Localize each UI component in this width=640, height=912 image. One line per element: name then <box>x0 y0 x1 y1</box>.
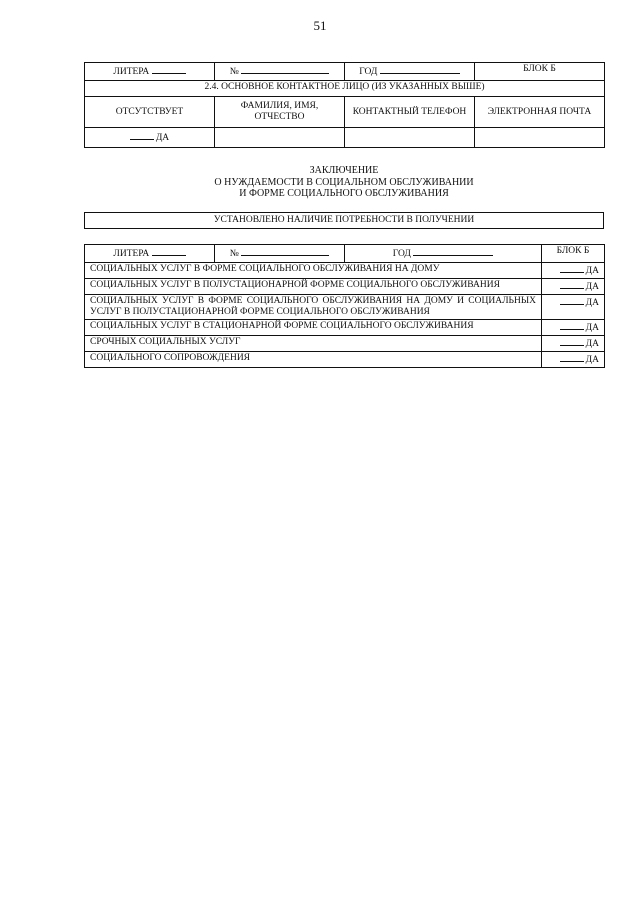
contact-person-table <box>84 62 605 148</box>
year-blank <box>380 64 460 74</box>
year-cell-2[interactable] <box>345 245 542 263</box>
form-header-row <box>85 63 605 81</box>
absent-checkbox[interactable] <box>85 128 215 148</box>
service-checkbox[interactable] <box>542 279 605 295</box>
service-yes-label: ДА <box>585 266 599 276</box>
year-blank-2 <box>413 246 493 256</box>
service-label: СОЦИАЛЬНЫХ УСЛУГ В ФОРМЕ СОЦИАЛЬНОГО ОБСЛУЖИВАНИЯ НА ДОМУ И СОЦИАЛЬНЫХ УСЛУГ В ПОЛУСТАЦИОНАРНОЙ ФОРМЕ СОЦИАЛЬНОГО ОБСЛУЖИВАНИЯ <box>85 295 542 320</box>
year-label: ГОД <box>359 67 378 77</box>
service-row <box>85 263 605 279</box>
service-row <box>85 336 605 352</box>
service-row <box>85 320 605 336</box>
litera-cell[interactable] <box>85 63 215 81</box>
service-label: СОЦИАЛЬНЫХ УСЛУГ В СТАЦИОНАРНОЙ ФОРМЕ СОЦИАЛЬНОГО ОБСЛУЖИВАНИЯ <box>85 320 542 336</box>
service-checkbox[interactable] <box>542 295 605 320</box>
service-label: СОЦИАЛЬНОГО СОПРОВОЖДЕНИЯ <box>85 352 542 368</box>
services-header-row <box>85 245 605 263</box>
block-cell-2: БЛОК Б <box>542 245 605 263</box>
service-checkbox[interactable] <box>542 336 605 352</box>
service-label: СОЦИАЛЬНЫХ УСЛУГ В ФОРМЕ СОЦИАЛЬНОГО ОБСЛУЖИВАНИЯ НА ДОМУ <box>85 263 542 279</box>
litera-label: ЛИТЕРА <box>113 67 150 77</box>
full-name-field[interactable] <box>215 128 345 148</box>
contact-section-title: 2.4. ОСНОВНОЕ КОНТАКТНОЕ ЛИЦО (ИЗ УКАЗАННЫХ ВЫШЕ) <box>85 81 605 97</box>
service-checkbox[interactable] <box>542 320 605 336</box>
email-field[interactable] <box>475 128 605 148</box>
service-yes-label: ДА <box>585 355 599 365</box>
service-yes-label: ДА <box>585 298 599 308</box>
service-label: СРОЧНЫХ СОЦИАЛЬНЫХ УСЛУГ <box>85 336 542 352</box>
number-cell[interactable] <box>215 63 345 81</box>
litera-blank <box>152 64 186 74</box>
absent-yes-label: ДА <box>155 133 170 143</box>
year-cell[interactable] <box>345 63 475 81</box>
litera-label-2: ЛИТЕРА <box>113 249 150 259</box>
number-label-2: № <box>229 249 239 259</box>
number-blank <box>241 64 329 74</box>
service-row <box>85 279 605 295</box>
litera-cell-2[interactable] <box>85 245 215 263</box>
conclusion-line-3: И ФОРМЕ СОЦИАЛЬНОГО ОБСЛУЖИВАНИЯ <box>239 188 449 199</box>
service-yes-label: ДА <box>585 282 599 292</box>
conclusion-heading <box>84 165 604 200</box>
service-yes-label: ДА <box>585 339 599 349</box>
block-cell: БЛОК Б <box>475 63 605 81</box>
page-number: 51 <box>313 18 327 33</box>
col-email: ЭЛЕКТРОННАЯ ПОЧТА <box>475 97 605 128</box>
conclusion-line-2: О НУЖДАЕМОСТИ В СОЦИАЛЬНОМ ОБСЛУЖИВАНИИ <box>214 176 474 188</box>
number-label: № <box>229 67 239 77</box>
service-row <box>85 352 605 368</box>
established-need-box: УСТАНОВЛЕНО НАЛИЧИЕ ПОТРЕБНОСТИ В ПОЛУЧЕНИИ <box>84 212 604 229</box>
phone-field[interactable] <box>345 128 475 148</box>
col-absent: ОТСУТСТВУЕТ <box>85 97 215 128</box>
conclusion-title: ЗАКЛЮЧЕНИЕ <box>309 165 379 176</box>
services-table <box>84 244 605 368</box>
litera-blank-2 <box>152 246 186 256</box>
service-yes-label: ДА <box>585 323 599 333</box>
service-checkbox[interactable] <box>542 263 605 279</box>
col-phone: КОНТАКТНЫЙ ТЕЛЕФОН <box>345 97 475 128</box>
service-row <box>85 295 605 320</box>
service-checkbox[interactable] <box>542 352 605 368</box>
year-label-2: ГОД <box>392 249 411 259</box>
col-full-name: ФАМИЛИЯ, ИМЯ, ОТЧЕСТВО <box>215 97 345 128</box>
service-label: СОЦИАЛЬНЫХ УСЛУГ В ПОЛУСТАЦИОНАРНОЙ ФОРМЕ СОЦИАЛЬНОГО ОБСЛУЖИВАНИЯ <box>85 279 542 295</box>
number-blank-2 <box>241 246 329 256</box>
number-cell-2[interactable] <box>215 245 345 263</box>
